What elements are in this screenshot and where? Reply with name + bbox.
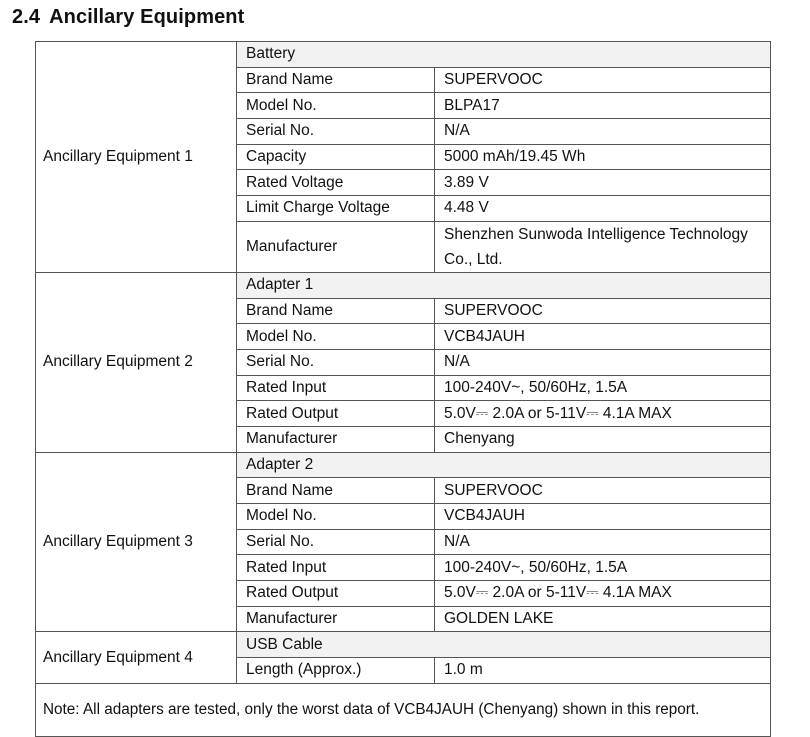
spec-key: Rated Output bbox=[237, 401, 435, 427]
spec-value: 1.0 m bbox=[435, 658, 771, 684]
spec-key: Brand Name bbox=[237, 67, 435, 93]
spec-value: VCB4JAUH bbox=[435, 504, 771, 530]
spec-value: 5000 mAh/19.45 Wh bbox=[435, 144, 771, 170]
group-label: Ancillary Equipment 3 bbox=[36, 452, 237, 632]
spec-key: Manufacturer bbox=[237, 221, 435, 272]
spec-key: Model No. bbox=[237, 324, 435, 350]
spec-key: Model No. bbox=[237, 504, 435, 530]
spec-value: Shenzhen Sunwoda Intelligence Technology Co., Ltd. bbox=[435, 221, 771, 272]
equipment-type: USB Cable bbox=[237, 632, 771, 658]
spec-key: Length (Approx.) bbox=[237, 658, 435, 684]
group-label: Ancillary Equipment 1 bbox=[36, 42, 237, 273]
equipment-type: Adapter 1 bbox=[237, 272, 771, 298]
spec-key: Brand Name bbox=[237, 298, 435, 324]
group-header-row bbox=[36, 452, 771, 478]
spec-value: N/A bbox=[435, 119, 771, 145]
spec-value: 4.48 V bbox=[435, 196, 771, 222]
spec-value: 3.89 V bbox=[435, 170, 771, 196]
spec-key: Brand Name bbox=[237, 478, 435, 504]
table-note: Note: All adapters are tested, only the worst data of VCB4JAUH (Chenyang) shown in this report. bbox=[36, 683, 771, 736]
spec-value: VCB4JAUH bbox=[435, 324, 771, 350]
spec-value: 5.0V⎓ 2.0A or 5-11V⎓ 4.1A MAX bbox=[435, 401, 771, 427]
group-label: Ancillary Equipment 2 bbox=[36, 272, 237, 452]
spec-key: Rated Voltage bbox=[237, 170, 435, 196]
spec-value: Chenyang bbox=[435, 426, 771, 452]
spec-key: Limit Charge Voltage bbox=[237, 196, 435, 222]
table-body bbox=[36, 42, 771, 737]
note-row bbox=[36, 683, 771, 736]
group-header-row bbox=[36, 632, 771, 658]
spec-value: SUPERVOOC bbox=[435, 67, 771, 93]
spec-value: 100-240V~, 50/60Hz, 1.5A bbox=[435, 555, 771, 581]
ancillary-equipment-table bbox=[35, 41, 771, 737]
spec-value: GOLDEN LAKE bbox=[435, 606, 771, 632]
spec-key: Rated Input bbox=[237, 375, 435, 401]
group-label: Ancillary Equipment 4 bbox=[36, 632, 237, 683]
equipment-type: Battery bbox=[237, 42, 771, 68]
spec-key: Manufacturer bbox=[237, 606, 435, 632]
group-header-row bbox=[36, 272, 771, 298]
spec-value: N/A bbox=[435, 349, 771, 375]
spec-value: BLPA17 bbox=[435, 93, 771, 119]
spec-key: Rated Input bbox=[237, 555, 435, 581]
spec-value: SUPERVOOC bbox=[435, 478, 771, 504]
spec-key: Serial No. bbox=[237, 349, 435, 375]
spec-value: 100-240V~, 50/60Hz, 1.5A bbox=[435, 375, 771, 401]
spec-key: Model No. bbox=[237, 93, 435, 119]
spec-key: Rated Output bbox=[237, 581, 435, 607]
spec-value: 5.0V⎓ 2.0A or 5-11V⎓ 4.1A MAX bbox=[435, 581, 771, 607]
spec-key: Manufacturer bbox=[237, 426, 435, 452]
spec-key: Serial No. bbox=[237, 529, 435, 555]
group-header-row bbox=[36, 42, 771, 68]
spec-value: N/A bbox=[435, 529, 771, 555]
section-number: 2.4 bbox=[12, 6, 41, 28]
spec-key: Capacity bbox=[237, 144, 435, 170]
spec-key: Serial No. bbox=[237, 119, 435, 145]
equipment-type: Adapter 2 bbox=[237, 452, 771, 478]
section-title: Ancillary Equipment bbox=[49, 6, 245, 28]
section-heading bbox=[12, 4, 244, 30]
spec-value: SUPERVOOC bbox=[435, 298, 771, 324]
